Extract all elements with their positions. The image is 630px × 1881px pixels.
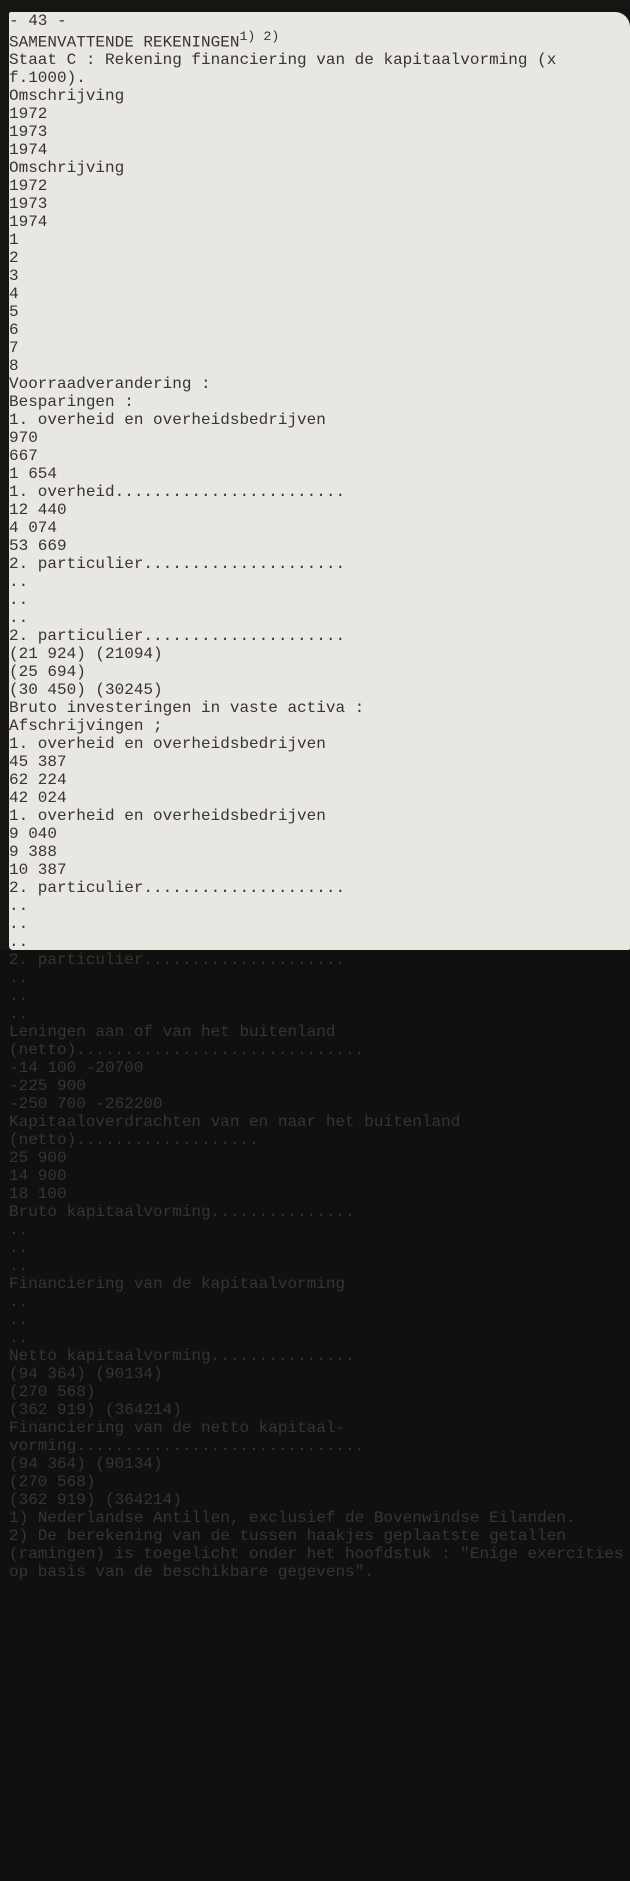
table-cell-corrected [9, 645, 630, 663]
table-cell: 9 040 [9, 825, 58, 844]
header-year-1973-left: 1973 [9, 123, 48, 142]
handwritten-correction: (90134) [95, 1455, 163, 1474]
table-row [9, 735, 630, 879]
printed-value: (94 364) [9, 1365, 86, 1384]
row-label: 2. particulier..................... [9, 879, 346, 898]
printed-value: (94 364) [9, 1455, 86, 1474]
row-label: 1. overheid en overheidsbedrijven [9, 807, 326, 826]
handwritten-correction: (364214) [105, 1491, 182, 1510]
table-cell: 10 387 [9, 861, 67, 880]
header-year-1974-right: 1974 [9, 213, 48, 232]
page-title [9, 30, 630, 51]
header-omschrijving-left: Omschrijving [9, 87, 125, 106]
header-year-1973-right: 1973 [9, 195, 48, 214]
row-label: Bruto kapitaalvorming............... [9, 1203, 355, 1222]
table-row-totals-bruto [9, 1203, 630, 1347]
row-label: 2. particulier..................... [9, 627, 346, 646]
printed-value: (30 450) [9, 681, 86, 700]
row-label: Afschrijvingen ; [9, 717, 163, 736]
printed-value: -250 700 [9, 1095, 86, 1114]
table-cell: (270 568) [9, 1473, 96, 1492]
handwritten-correction: (21094) [95, 645, 163, 664]
col-number: 1 [9, 231, 19, 250]
table-row [9, 1023, 630, 1203]
handwritten-correction: (90134) [95, 1365, 163, 1384]
printed-value: (362 919) [9, 1401, 96, 1420]
bleedthrough-smudge [9, 1761, 119, 1881]
table-row [9, 555, 630, 699]
table-cell: 4 074 [9, 519, 58, 538]
col-number: 4 [9, 285, 19, 304]
bleedthrough-smudge [9, 1581, 79, 1761]
col-number: 2 [9, 249, 19, 268]
table-cell: 12 440 [9, 501, 67, 520]
table-cell: .. [9, 987, 29, 1006]
table-cell: .. [9, 1293, 29, 1312]
col-number: 3 [9, 267, 19, 286]
handwritten-correction: -20700 [85, 1059, 144, 1078]
header-omschrijving-right: Omschrijving [9, 159, 125, 178]
table-cell-corrected [9, 1059, 630, 1077]
col-number: 8 [9, 357, 19, 376]
rotated-document-content [9, 30, 630, 1581]
row-label: Financiering van de kapitaalvorming [9, 1275, 346, 1294]
table-cell: 667 [9, 447, 38, 466]
table-cell: .. [9, 933, 29, 952]
row-label: Netto kapitaalvorming............... [9, 1347, 355, 1366]
table-cell: (25 694) [9, 663, 86, 682]
table-cell: .. [9, 1005, 29, 1024]
footnote-2: 2) De berekening van de tussen haakjes geplaatste getallen (ramingen) is toegelicht onder het hoofdstuk : "Enige exercities op basis van de beschikbare gegevens". [9, 1527, 624, 1582]
table-cell: 25 900 [9, 1149, 67, 1168]
printed-value: (21 924) [9, 645, 86, 664]
table-cell: .. [9, 969, 29, 988]
table-cell: .. [9, 573, 29, 592]
header-year-1972-right: 1972 [9, 177, 48, 196]
table-cell: 14 900 [9, 1167, 67, 1186]
col-number: 6 [9, 321, 19, 340]
table-cell-corrected [9, 681, 630, 699]
table-cell-corrected [9, 1365, 630, 1383]
row-label: Financiering van de netto kapitaal- vorming.............................. [9, 1419, 365, 1456]
table-cell: 1 654 [9, 465, 58, 484]
table-cell: (270 568) [9, 1383, 96, 1402]
handwritten-correction: -262200 [95, 1095, 163, 1114]
row-label: 2. particulier..................... [9, 555, 346, 574]
table-cell: 45 387 [9, 753, 67, 772]
footnote-1: 1) Nederlandse Antillen, exclusief de Bovenwindse Eilanden. [9, 1509, 576, 1528]
table-cell-corrected [9, 1491, 630, 1509]
table-cell-corrected [9, 1095, 630, 1113]
table-cell: 53 669 [9, 537, 67, 556]
table-cell: .. [9, 1311, 29, 1330]
table-caption: Staat C : Rekening financiering van de kapitaalvorming (x f.1000). [9, 51, 557, 88]
row-label: Bruto investeringen in vaste activa : [9, 699, 365, 718]
table-row-totals-netto [9, 1347, 630, 1509]
row-label: 2. particulier..................... [9, 951, 346, 970]
row-label: Voorraadverandering : [9, 375, 211, 394]
row-label: 1. overheid en overheidsbedrijven [9, 735, 326, 754]
table-cell: .. [9, 1257, 29, 1276]
table-cell: 42 024 [9, 789, 67, 808]
title-text: SAMENVATTENDE REKENINGEN [9, 33, 240, 52]
row-label: Leningen aan of van het buitenland (netto).............................. [9, 1023, 365, 1060]
column-number-row [9, 231, 630, 375]
table-header-row [9, 87, 630, 231]
table-cell: 970 [9, 429, 38, 448]
header-year-1972-left: 1972 [9, 105, 48, 124]
table-row [9, 699, 630, 735]
row-label: Besparingen : [9, 393, 134, 412]
table-cell: -225 900 [9, 1077, 86, 1096]
title-footnote-refs: 1) 2) [239, 30, 280, 45]
footnotes [9, 1509, 630, 1581]
header-year-1974-left: 1974 [9, 141, 48, 160]
table-row [9, 375, 630, 411]
table-cell: .. [9, 1239, 29, 1258]
table-cell: 18 100 [9, 1185, 67, 1204]
handwritten-correction: (30245) [95, 681, 163, 700]
summary-accounts-table [9, 87, 630, 1509]
table-cell: .. [9, 1221, 29, 1240]
table-cell: 62 224 [9, 771, 67, 790]
row-label: 1. overheid........................ [9, 483, 346, 502]
handwritten-correction: (364214) [105, 1401, 182, 1420]
row-label: 1. overheid en overheidsbedrijven [9, 411, 326, 430]
table-cell: .. [9, 915, 29, 934]
table-row [9, 879, 630, 1023]
table-cell-corrected [9, 1455, 630, 1473]
col-number: 5 [9, 303, 19, 322]
table-cell: .. [9, 897, 29, 916]
table-cell: .. [9, 1329, 29, 1348]
table-cell: .. [9, 609, 29, 628]
table-cell: .. [9, 591, 29, 610]
page-number: - 43 - [9, 12, 67, 30]
printed-value: (362 919) [9, 1491, 96, 1510]
paper-sheet [9, 12, 630, 1582]
table-cell-corrected [9, 1401, 630, 1419]
printed-value: -14 100 [9, 1059, 77, 1078]
table-cell: 9 388 [9, 843, 58, 862]
row-label: Kapitaaloverdrachten van en naar het buitenland (netto)................... [9, 1113, 461, 1150]
table-row [9, 411, 630, 555]
col-number: 7 [9, 339, 19, 358]
